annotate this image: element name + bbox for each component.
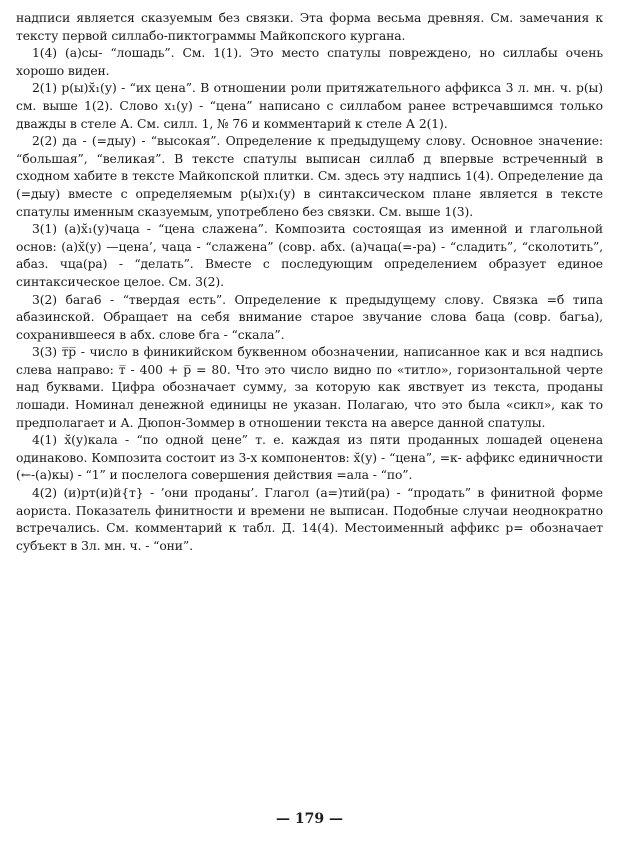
body-text	[16, 10, 603, 555]
paragraph-4-2: 4(2) (и)рт(и)й{т} - ’они проданы’. Глагол (а=)тий(ра) - “продать” в финитной форме аориста. Показатель финитности и времени не выписан. Подобные случаи неоднократно встречались. См. комментарий к табл. Д. 14(4). Местоименный аффикс р= обозначает субъект в 3л. мн. ч. - “они”.	[16, 486, 603, 553]
paragraph-continuation: надписи является сказуемым без связки. Эта форма весьма древняя. См. замечания к тексту первой силлабо-пиктограммы Майкопского кургана.	[16, 11, 603, 43]
paragraph-2-1: 2(1) р(ы)х̆₁(у) - “их цена”. В отношении роли притяжательного аффикса 3 л. мн. ч. р(ы) см. выше 1(2). Слово х₁(у) - “цена” написано с силлабом ранее встречавшимся только дважды в стеле А. См. силл. 1, № 76 и комментарий к стеле А 2(1).	[16, 81, 603, 131]
paragraph-3-2: 3(2) бага6 - “твердая есть”. Определение к предыдущему слову. Связка =б типа абазинской. Обращает на себя внимание старое звучание слова баца (совр. багьа), сохранившееся в абх. слове бга - “скала”.	[16, 292, 603, 342]
paragraph-3-3: 3(3) т̅р̅ - число в финикийском буквенном обозначении, написанное как и вся надпись слева направо: т̅ - 400 + р̅ = 80. Что это число видно по «титло», горизонтальной черте над буквами. Цифра обозначает сумму, за которую как явствует из текста, проданы лошади. Номинал денежной единицы не указан. Полагаю, что это была «сикл», как то предполагает и А. Дюпон-Зоммер в отношении текста на аверсе данной спатулы.	[16, 345, 603, 430]
page-number: — 179 —	[276, 811, 343, 827]
paragraph-2-2: 2(2) да - (=дыу) - “высокая”. Определение к предыдущему слову. Основное значение: “большая”, “великая”. В тексте спатулы выписан силлаб д впервые встреченный в сходном хабите в тексте Майкопской плитки. См. здесь эту надпись 1(4). Определение да (=дыу) вместе с определяемым р(ы)х₁(у) в синтаксическом плане является в тексте спатулы именным сказуемым, употреблено без связки. См. выше 1(3).	[16, 134, 603, 219]
paragraph-3-1: 3(1) (а)х̆₁(у)чаца - “цена слажена”. Композита состоящая из именной и глагольной основ: (а)х̆(у) —цена’, чаца - “слажена” (совр. абх. (а)чаца(=-ра) - “сладить”, “сколотить”, абаз. чца(ра) - “делать”. Вместе с последующим определением образует единое синтаксическое целое. См. 3(2).	[16, 222, 603, 289]
document-page	[16, 10, 603, 840]
paragraph-4-1: 4(1) х̆(у)кала - “по одной цене” т. е. каждая из пяти проданных лошадей оценена одинаково. Композита состоит из 3-х компонентов: х̆(у) - “цена”, =к- аффикс единичности (←-(а)кы) - “1” и послелога совершения действия =ала - “по”.	[16, 433, 603, 483]
paragraph-1-4: 1(4) (а)сы- “лошадь”. См. 1(1). Это место спатулы повреждено, но силлабы очень хорошо виден.	[16, 46, 603, 78]
